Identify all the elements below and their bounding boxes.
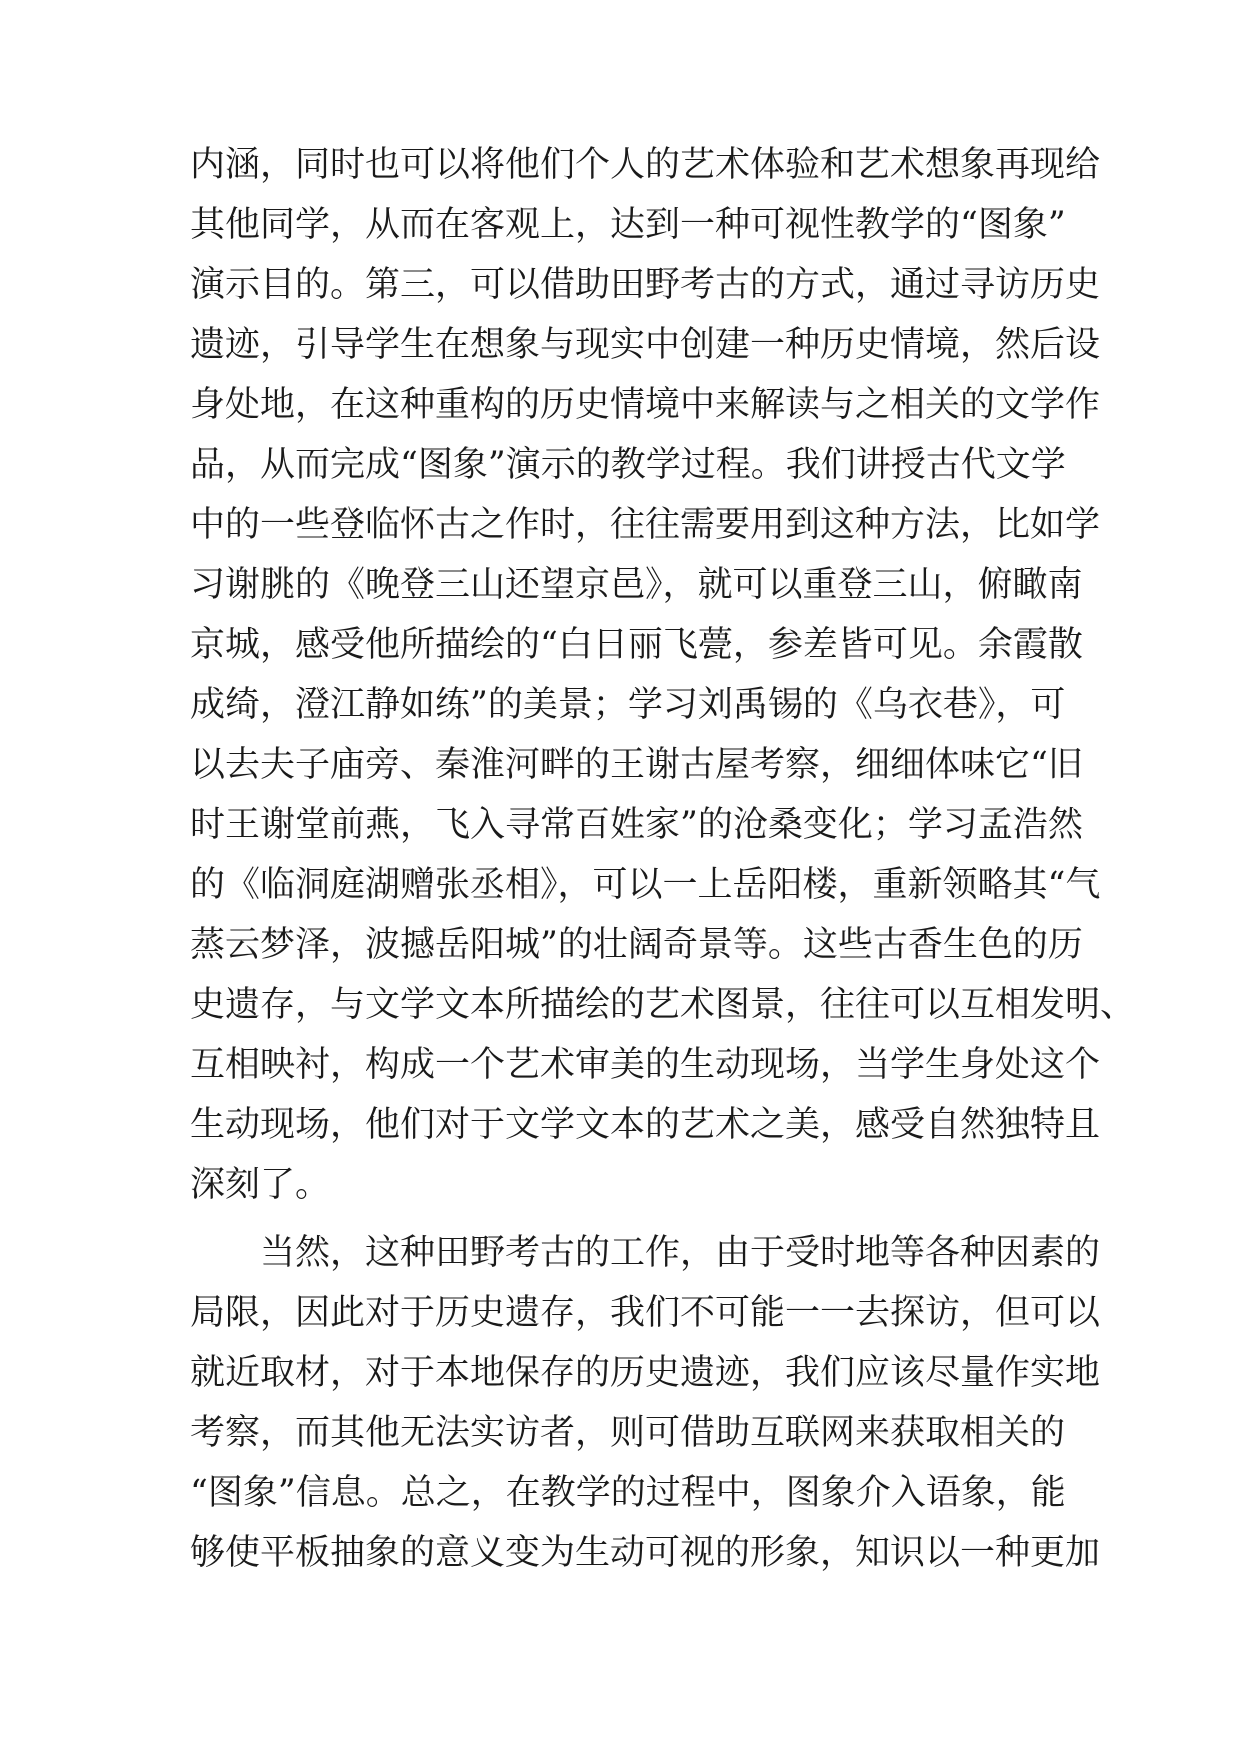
text-line: 蒸云梦泽，波撼岳阳城”的壮阔奇景等。这些古香生色的历 <box>190 925 1083 965</box>
text-line: 的《临洞庭湖赠张丞相》，可以一上岳阳楼，重新领略其“气 <box>190 865 1101 905</box>
text-line: 时王谢堂前燕，飞入寻常百姓家”的沧桑变化；学习孟浩然 <box>190 805 1083 845</box>
text-line: 内涵，同时也可以将他们个人的艺术体验和艺术想象再现给 <box>190 145 1101 185</box>
text-line: 品，从而完成“图象”演示的教学过程。我们讲授古代文学 <box>190 445 1066 485</box>
text-line: 成绮，澄江静如练”的美景；学习刘禹锡的《乌衣巷》，可 <box>190 685 1066 725</box>
text-line: 局限，因此对于历史遗存，我们不可能一一去探访，但可以 <box>190 1293 1101 1333</box>
text-line: 以去夫子庙旁、秦淮河畔的王谢古屋考察，细细体味它“旧 <box>190 745 1083 785</box>
text-line: 生动现场，他们对于文学文本的艺术之美，感受自然独特且 <box>190 1105 1101 1145</box>
text-line: 就近取材，对于本地保存的历史遗迹，我们应该尽量作实地 <box>190 1353 1101 1393</box>
text-line: 其他同学，从而在客观上，达到一种可视性教学的“图象” <box>190 205 1066 245</box>
text-line: “图象”信息。总之，在教学的过程中，图象介入语象，能 <box>190 1473 1066 1513</box>
text-line: 遗迹，引导学生在想象与现实中创建一种历史情境，然后设 <box>190 325 1101 365</box>
text-line: 身处地，在这种重构的历史情境中来解读与之相关的文学作 <box>190 385 1101 425</box>
text-line: 够使平板抽象的意义变为生动可视的形象，知识以一种更加 <box>190 1533 1101 1573</box>
text-line: 互相映衬，构成一个艺术审美的生动现场，当学生身处这个 <box>190 1045 1101 1085</box>
text-line: 中的一些登临怀古之作时，往往需要用到这种方法，比如学 <box>190 505 1101 545</box>
text-line: 习谢朓的《晚登三山还望京邑》，就可以重登三山，俯瞰南 <box>190 565 1083 605</box>
text-line: 深刻了。 <box>190 1165 331 1205</box>
text-line: 史遗存，与文学文本所描绘的艺术图景，往往可以互相发明、 <box>190 985 1136 1025</box>
text-line: 考察，而其他无法实访者，则可借助互联网来获取相关的 <box>190 1413 1066 1453</box>
text-line: 当然，这种田野考古的工作，由于受时地等各种因素的 <box>260 1233 1101 1273</box>
text-line: 京城，感受他所描绘的“白日丽飞甍，参差皆可见。余霞散 <box>190 625 1083 665</box>
text-line: 演示目的。第三，可以借助田野考古的方式，通过寻访历史 <box>190 265 1101 305</box>
